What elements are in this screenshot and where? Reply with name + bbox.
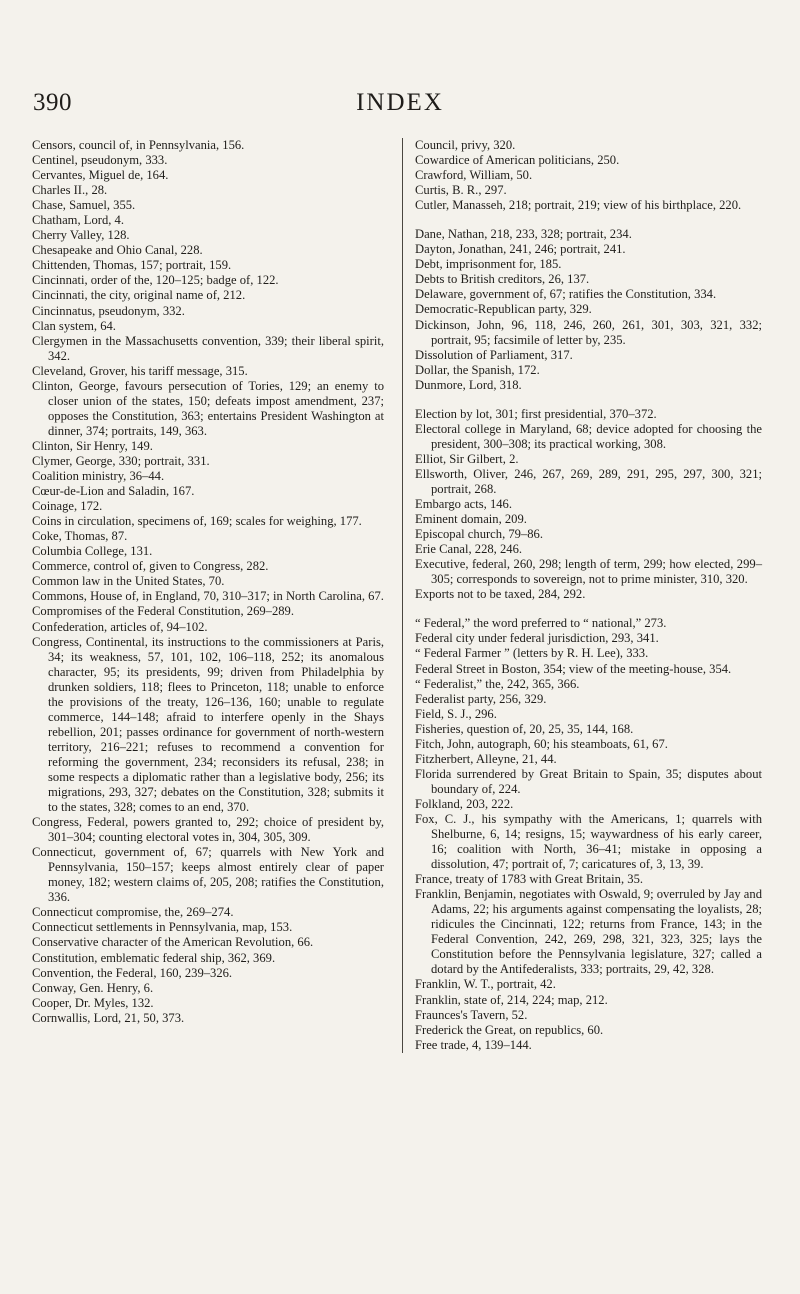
- index-entry: Congress, Federal, powers granted to, 292; choice of president by, 301–304; counting electoral votes in, 304, 305, 309.: [32, 815, 384, 845]
- index-entry: Cowardice of American politicians, 250.: [415, 153, 620, 168]
- index-entry: Chesapeake and Ohio Canal, 228.: [32, 243, 203, 258]
- index-entry: Debt, imprisonment for, 185.: [415, 257, 562, 272]
- left-column: [32, 138, 392, 1053]
- index-entry: Electoral college in Maryland, 68; device adopted for choosing the president, 300–308; its practical working, 308.: [415, 421, 762, 451]
- index-entry: Fraunces's Tavern, 52.: [415, 1007, 528, 1022]
- index-entry: Clergymen in the Massachusetts convention, 339; their liberal spirit, 342.: [32, 333, 384, 363]
- index-entry: Clan system, 64.: [32, 318, 116, 333]
- index-entry: Florida surrendered by Great Britain to Spain, 35; disputes about boundary of, 224.: [415, 766, 762, 796]
- index-entry: Connecticut settlements in Pennsylvania, map, 153.: [32, 920, 293, 935]
- index-entry: Cornwallis, Lord, 21, 50, 373.: [32, 1010, 185, 1025]
- index-entry: Federal Street in Boston, 354; view of the meeting-house, 354.: [415, 661, 732, 676]
- index-entry: “ Federalist,” the, 242, 365, 366.: [415, 676, 580, 691]
- index-entry: Clinton, George, favours persecution of Tories, 129; an enemy to closer union of the states, 150; defeats impost amendment, 237; opposes the Constitution, 363; entertains President Washington at dinner, 374; portraits, 149, 363.: [32, 378, 384, 438]
- index-entry: Columbia College, 131.: [32, 544, 153, 559]
- index-entry: Dickinson, John, 96, 118, 246, 260, 261, 301, 303, 321, 332; portrait, 95; facsimile of letter by, 235.: [415, 317, 762, 347]
- index-entry: Franklin, state of, 214, 224; map, 212.: [415, 992, 608, 1007]
- index-entry: Congress, Continental, its instructions to the commissioners at Paris, 34; its weakness, 57, 101, 102, 106–118, 252; its anomalous character, 95; its presidents, 99; driven from Philadelphia by drunken soldiers, 118; flees to Princeton, 118; unable to enforce the provisions of the treaty, 126–136, 160; unable to regulate commerce, 144–148; afraid to interfere openly in the Shays rebellion, 201; passes ordinance for government of north-western territory, 216–221; refuses to recommend a convention for reforming the government, 234; reconsiders its refusal, 238; in some respects a diplomatic rather than a legislative body, 256; its migrations, 293, 327; debates on the Constitution, 328; submits it to the states, 328; comes to an end, 370.: [32, 634, 384, 815]
- index-entry: Charles II., 28.: [32, 183, 108, 198]
- index-entry: Curtis, B. R., 297.: [415, 183, 507, 198]
- index-entry: Cincinnati, the city, original name of, 212.: [32, 288, 246, 303]
- letter-group-divider: [415, 213, 762, 227]
- index-entry: Dunmore, Lord, 318.: [415, 377, 522, 392]
- index-entry: Common law in the United States, 70.: [32, 574, 225, 589]
- running-head: INDEX: [356, 89, 444, 116]
- index-entry: Cherry Valley, 128.: [32, 228, 130, 243]
- index-entry: Coinage, 172.: [32, 499, 103, 514]
- index-entry: Democratic-Republican party, 329.: [415, 302, 592, 317]
- index-entry: Conservative character of the American Revolution, 66.: [32, 935, 314, 950]
- index-entry: Clinton, Sir Henry, 149.: [32, 438, 153, 453]
- index-entry: Crawford, William, 50.: [415, 168, 533, 183]
- index-entry: Exports not to be taxed, 284, 292.: [415, 587, 586, 602]
- index-entry: Coins in circulation, specimens of, 169; scales for weighing, 177.: [32, 514, 362, 529]
- index-entry: Dane, Nathan, 218, 233, 328; portrait, 234.: [415, 227, 632, 242]
- index-entry: “ Federal,” the word preferred to “ national,” 273.: [415, 616, 667, 631]
- index-entry: Coalition ministry, 36–44.: [32, 469, 165, 484]
- index-columns: [32, 138, 772, 1053]
- index-entry: Council, privy, 320.: [415, 138, 516, 152]
- index-entry: Cleveland, Grover, his tariff message, 315.: [32, 363, 248, 378]
- index-entry: Compromises of the Federal Constitution, 269–289.: [32, 604, 295, 619]
- index-entry: Federalist party, 256, 329.: [415, 691, 547, 706]
- index-entry: Cooper, Dr. Myles, 132.: [32, 995, 154, 1010]
- index-entry: Conway, Gen. Henry, 6.: [32, 980, 154, 995]
- index-entry: Censors, council of, in Pennsylvania, 156.: [32, 138, 245, 152]
- index-entry: Ellsworth, Oliver, 246, 267, 269, 289, 291, 295, 297, 300, 321; portrait, 268.: [415, 466, 762, 496]
- index-entry: Fitch, John, autograph, 60; his steamboats, 61, 67.: [415, 736, 668, 751]
- page-number: 390: [33, 89, 72, 116]
- index-entry: Cincinnatus, pseudonym, 332.: [32, 303, 185, 318]
- index-entry: Cœur-de-Lion and Saladin, 167.: [32, 484, 195, 499]
- index-entry: Chase, Samuel, 355.: [32, 198, 136, 213]
- index-entry: Commerce, control of, given to Congress, 282.: [32, 559, 269, 574]
- index-entry: Cervantes, Miguel de, 164.: [32, 168, 169, 183]
- index-entry: Cutler, Manasseh, 218; portrait, 219; view of his birthplace, 220.: [415, 198, 742, 213]
- index-entry: Federal city under federal jurisdiction, 293, 341.: [415, 631, 659, 646]
- index-entry: France, treaty of 1783 with Great Britain, 35.: [415, 872, 644, 887]
- letter-group-divider: [415, 602, 762, 616]
- index-entry: Franklin, Benjamin, negotiates with Oswald, 9; overruled by Jay and Adams, 22; his arguments against compensating the loyalists, 28; ridicules the Cincinnati, 122; returns from France, 143; in the Federal Convention, 242, 269, 298, 321, 323, 325; lays the Constitution before the Pennsylvania legislature, 327; called a dotard by the Antifederalists, 333; portraits, 29, 42, 328.: [415, 887, 762, 977]
- index-entry: Connecticut compromise, the, 269–274.: [32, 905, 234, 920]
- index-entry: Fitzherbert, Alleyne, 21, 44.: [415, 751, 557, 766]
- index-entry: Constitution, emblematic federal ship, 362, 369.: [32, 950, 276, 965]
- index-entry: Fisheries, question of, 20, 25, 35, 144, 168.: [415, 721, 634, 736]
- right-column: [402, 138, 762, 1053]
- index-entry: Frederick the Great, on republics, 60.: [415, 1022, 604, 1037]
- index-entry: Dollar, the Spanish, 172.: [415, 362, 540, 377]
- index-entry: Folkland, 203, 222.: [415, 796, 514, 811]
- index-entry: Centinel, pseudonym, 333.: [32, 153, 168, 168]
- index-entry: Dayton, Jonathan, 241, 246; portrait, 241.: [415, 242, 626, 257]
- index-entry: Executive, federal, 260, 298; length of term, 299; how elected, 299–305; corresponds to sovereign, not to prime minister, 310, 320.: [415, 557, 762, 587]
- index-entry: Delaware, government of, 67; ratifies the Constitution, 334.: [415, 287, 717, 302]
- index-entry: Episcopal church, 79–86.: [415, 527, 544, 542]
- index-entry: Cincinnati, order of the, 120–125; badge of, 122.: [32, 273, 279, 288]
- index-entry: Chittenden, Thomas, 157; portrait, 159.: [32, 258, 232, 273]
- page-header: [0, 88, 800, 118]
- index-entry: Eminent domain, 209.: [415, 512, 527, 527]
- index-entry: Franklin, W. T., portrait, 42.: [415, 977, 556, 992]
- index-entry: Coke, Thomas, 87.: [32, 529, 128, 544]
- index-entry: Free trade, 4, 139–144.: [415, 1037, 532, 1052]
- index-entry: Field, S. J., 296.: [415, 706, 497, 721]
- index-entry: Erie Canal, 228, 246.: [415, 542, 523, 557]
- index-entry: Dissolution of Parliament, 317.: [415, 347, 573, 362]
- index-entry: Embargo acts, 146.: [415, 497, 512, 512]
- index-entry: Connecticut, government of, 67; quarrels with New York and Pennsylvania, 150–157; keeps almost entirely clear of paper money, 182; western claims of, 205, 208; ratifies the Constitution, 336.: [32, 845, 384, 905]
- letter-group-divider: [415, 393, 762, 407]
- index-entry: Clymer, George, 330; portrait, 331.: [32, 453, 210, 468]
- index-entry: “ Federal Farmer ” (letters by R. H. Lee), 333.: [415, 646, 649, 661]
- index-entry: Elliot, Sir Gilbert, 2.: [415, 451, 519, 466]
- index-entry: Convention, the Federal, 160, 239–326.: [32, 965, 233, 980]
- index-entry: Fox, C. J., his sympathy with the Americans, 1; quarrels with Shelburne, 6, 14; resigns, 15; waywardness of his early career, 16; coalition with North, 36–41; mistake in opposing a dissolution, 47; portrait of, 7; caricatures of, 3, 13, 39.: [415, 811, 762, 872]
- index-entry: Debts to British creditors, 26, 137.: [415, 272, 590, 287]
- index-entry: Chatham, Lord, 4.: [32, 213, 124, 228]
- index-entry: Election by lot, 301; first presidential, 370–372.: [415, 406, 657, 421]
- index-entry: Confederation, articles of, 94–102.: [32, 619, 208, 634]
- index-entry: Commons, House of, in England, 70, 310–317; in North Carolina, 67.: [32, 589, 384, 604]
